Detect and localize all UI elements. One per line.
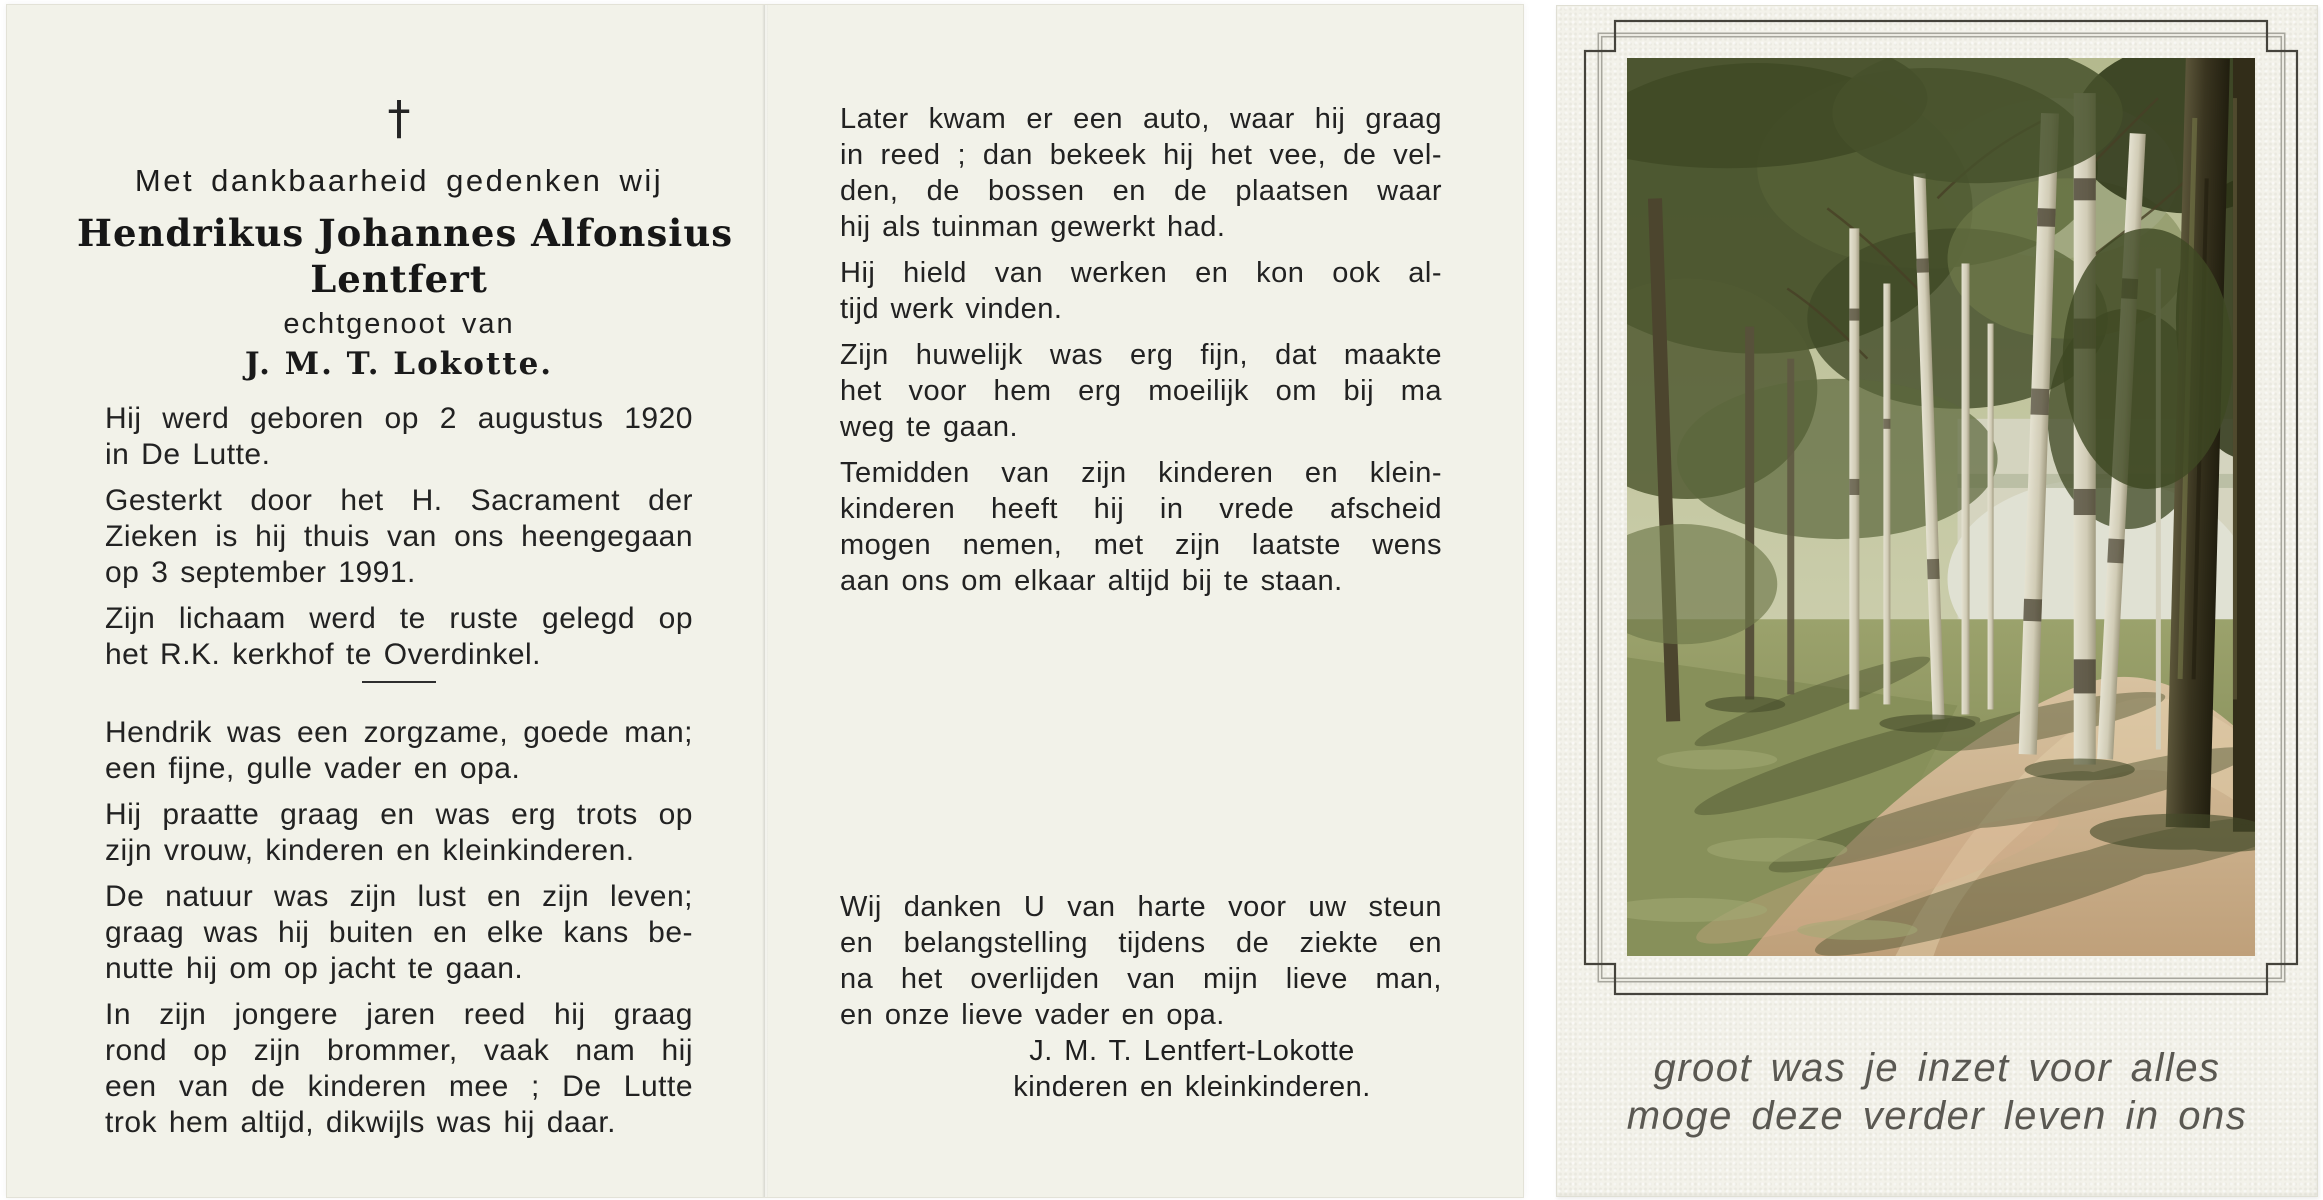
text-line: zijn vrouw, kinderen en kleinkinderen. bbox=[105, 834, 635, 867]
section-divider bbox=[362, 681, 436, 683]
paragraph bbox=[105, 997, 693, 1141]
text-line: Zijn lichaam werd te ruste gelegd op bbox=[105, 602, 693, 635]
text-line: Later kwam er een auto, waar hij graag bbox=[840, 103, 1442, 135]
text-line: het R.K. kerkhof te Overdinkel. bbox=[105, 638, 542, 671]
paragraph bbox=[105, 715, 693, 787]
memorial-quote-line1: groot was je inzet voor alles bbox=[1653, 1046, 2221, 1090]
text-line: Wij danken U van harte voor uw steun bbox=[840, 891, 1442, 923]
text-line: nutte hij om op jacht te gaan. bbox=[105, 952, 524, 985]
text-line: Hij werd geboren op 2 augustus 1920 bbox=[105, 402, 693, 435]
text-line: kinderen heeft hij in vrede afscheid bbox=[840, 493, 1442, 525]
intro-line: Met dankbaarheid gedenken wij bbox=[134, 163, 664, 198]
signature-name: J. M. T. Lentfert-Lokotte bbox=[1029, 1035, 1355, 1067]
text-line: Zieken is hij thuis van ons heengegaan bbox=[105, 520, 693, 553]
memorial-card-inner-spread bbox=[6, 4, 1524, 1198]
acknowledgement-block bbox=[840, 889, 1442, 1033]
text-line: den, de bossen en de plaatsen waar bbox=[840, 175, 1442, 207]
text-line: in reed ; dan bekeek hij het vee, de vel- bbox=[840, 139, 1442, 171]
text-line: in De Lutte. bbox=[105, 438, 271, 471]
text-line: Zijn huwelijk was erg fijn, dat maakte bbox=[840, 339, 1442, 371]
paragraph bbox=[840, 455, 1442, 599]
biography-block-1 bbox=[105, 401, 693, 673]
text-line: Hendrik was een zorgzame, goede man; bbox=[105, 716, 693, 749]
memorial-quote-line2: moge deze verder leven in ons bbox=[1626, 1094, 2248, 1138]
text-line: hij als tuinman gewerkt had. bbox=[840, 211, 1226, 243]
text-line: mogen nemen, met zijn laatste wens bbox=[840, 529, 1442, 561]
text-line: op 3 september 1991. bbox=[105, 556, 416, 589]
paragraph bbox=[840, 255, 1442, 327]
text-line: graag was hij buiten en elke kans be- bbox=[105, 916, 693, 949]
text-line: Temidden van zijn kinderen en klein- bbox=[840, 457, 1442, 489]
deceased-name-line2: Lentfert bbox=[310, 257, 488, 301]
text-line: Gesterkt door het H. Sacrament der bbox=[105, 484, 693, 517]
paragraph bbox=[105, 879, 693, 987]
text-line: weg te gaan. bbox=[840, 411, 1019, 443]
spouse-name: J. M. T. Lokotte. bbox=[244, 346, 554, 382]
paragraph bbox=[105, 601, 693, 673]
signature-block bbox=[942, 1033, 1442, 1105]
biography-block-2 bbox=[105, 715, 693, 1141]
paragraph bbox=[105, 483, 693, 591]
relation-line: echtgenoot van bbox=[283, 308, 515, 340]
text-line: Hij hield van werken en kon ook al- bbox=[840, 257, 1442, 289]
text-line: een fijne, gulle vader en opa. bbox=[105, 752, 521, 785]
text-line: trok hem altijd, dikwijls was hij daar. bbox=[105, 1106, 617, 1139]
cross-icon: † bbox=[387, 91, 411, 145]
paragraph bbox=[840, 889, 1442, 1033]
paragraph bbox=[840, 337, 1442, 445]
deceased-name bbox=[77, 210, 734, 302]
text-line: tijd werk vinden. bbox=[840, 293, 1063, 325]
text-line: aan ons om elkaar altijd bij te staan. bbox=[840, 565, 1343, 597]
paragraph bbox=[105, 797, 693, 869]
fold-crease bbox=[762, 5, 768, 1197]
text-line: De natuur was zijn lust en zijn leven; bbox=[105, 880, 693, 913]
text-line: na het overlijden van mijn lieve man, bbox=[840, 963, 1442, 995]
text-line: en onze lieve vader en opa. bbox=[840, 999, 1225, 1031]
text-line: een van de kinderen mee ; De Lutte bbox=[105, 1070, 693, 1103]
text-line: het voor hem erg moeilijk om bij ma bbox=[840, 375, 1442, 407]
text-line: In zijn jongere jaren reed hij graag bbox=[105, 998, 693, 1031]
paragraph bbox=[840, 101, 1442, 245]
deceased-name-line1: Hendrikus Johannes Alfonsius bbox=[77, 211, 734, 255]
text-line: rond op zijn brommer, vaak nam hij bbox=[105, 1034, 693, 1067]
text-line: en belangstelling tijdens de ziekte en bbox=[840, 927, 1442, 959]
birch-forest-path-photo bbox=[1627, 58, 2255, 956]
paragraph bbox=[105, 401, 693, 473]
prayer-card-front bbox=[1556, 5, 2318, 1197]
text-line: Hij praatte graag en was erg trots op bbox=[105, 798, 693, 831]
biography-block-3 bbox=[840, 101, 1442, 599]
signature-family: kinderen en kleinkinderen. bbox=[1013, 1071, 1371, 1103]
